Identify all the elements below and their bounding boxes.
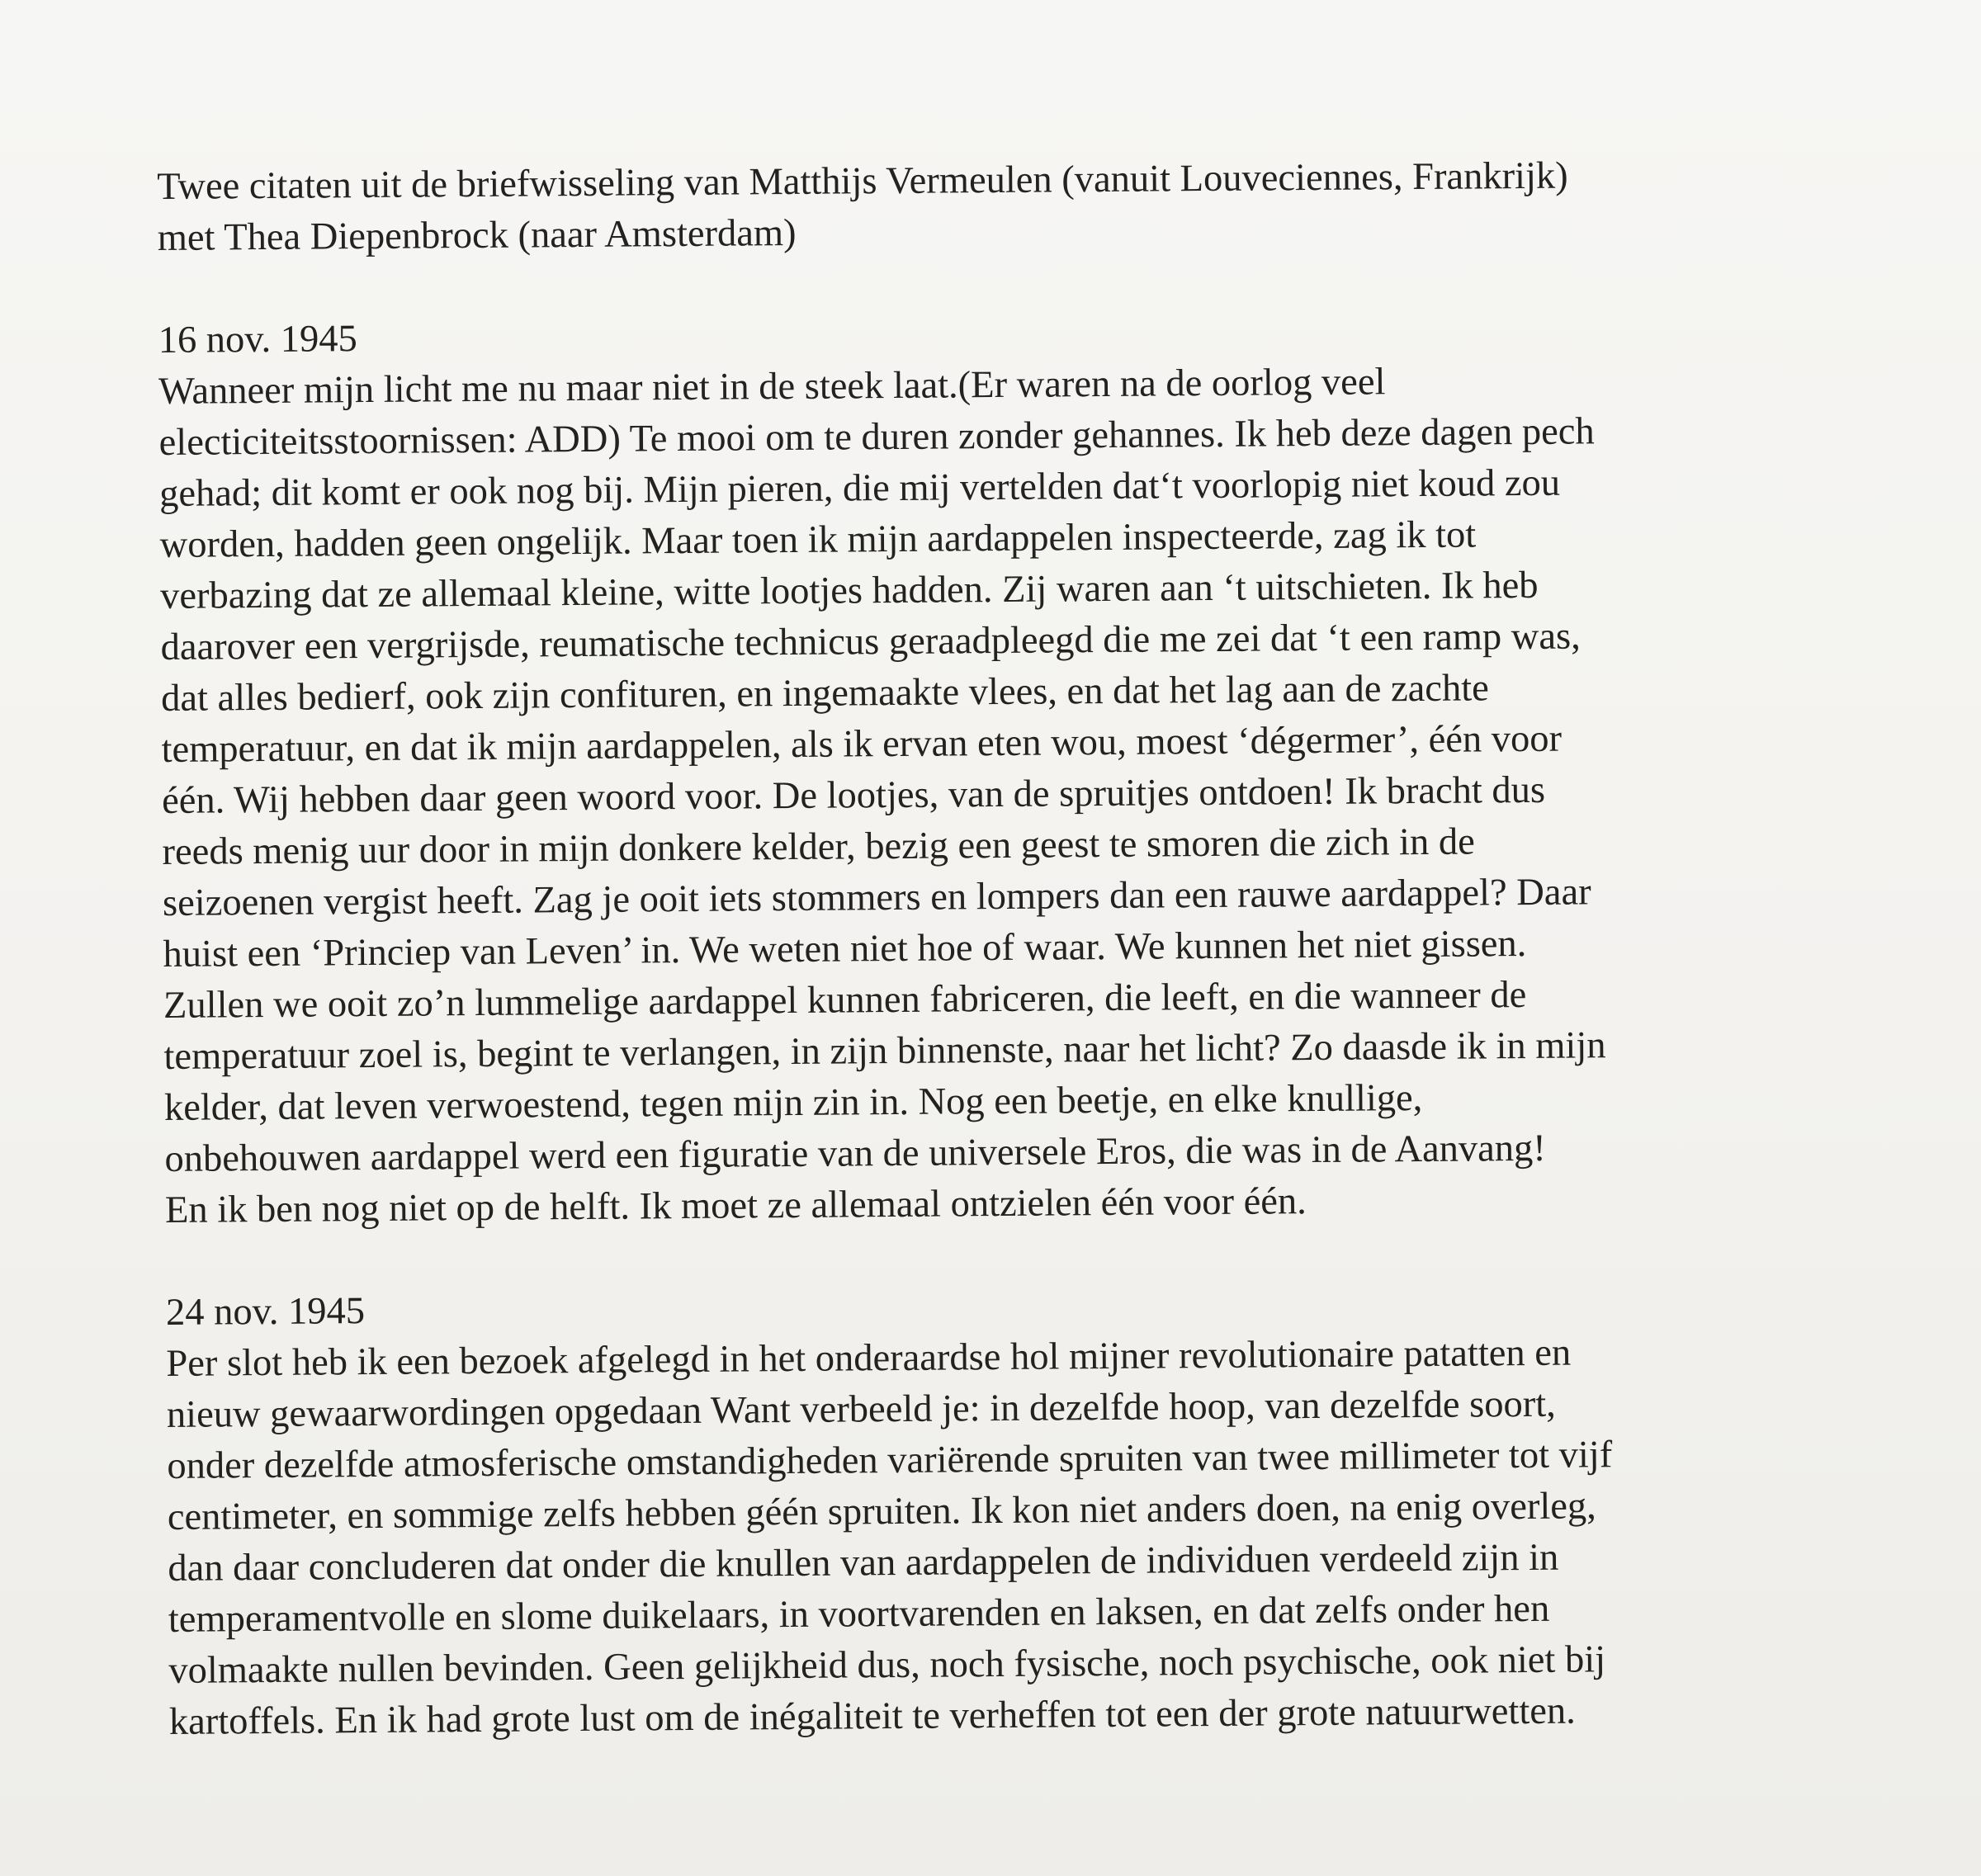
entry-line: temperamentvolle en slome duikelaars, in voortvarenden en laksen, en dat zelfs onder hen — [168, 1587, 1550, 1641]
letter-entry-1 — [158, 302, 1865, 1236]
entry-date: 16 nov. 1945 — [158, 318, 358, 361]
entry-line: reeds menig uur door in mijn donkere kelder, bezig een geest te smoren die zich in de — [162, 820, 1475, 873]
entry-line: Zullen we ooit zo’n lummelige aardappel kunnen fabriceren, die leeft, en die wanneer de — [163, 973, 1527, 1027]
entry-line: verbazing dat ze allemaal kleine, witte lootjes hadden. Zij waren aan ‘t uitschieten. Ik heb — [159, 564, 1539, 617]
entry-line: electiciteitsstoornissen: ADD) Te mooi om te duren zonder gehannes. Ik heb deze dagen pech — [158, 410, 1595, 464]
entry-line: seizoenen vergist heeft. Zag je ooit iets stommers en lompers dan een rauwe aardappel? Daar — [162, 871, 1591, 924]
entry-line: daarover een vergrijsde, reumatische technicus geraadpleegd die me zei dat ‘t een ramp was, — [160, 615, 1581, 669]
entry-line: dan daar concluderen dat onder die knullen van aardappelen de individuen verdeeld zijn in — [168, 1536, 1559, 1590]
entry-line: onder dezelfde atmosferische omstandigheden variërende spruiten van twee millimeter tot vijf — [167, 1434, 1613, 1487]
entry-line: centimeter, en sommige zelfs hebben géén spruiten. Ik kon niet anders doen, na enig overleg, — [167, 1485, 1597, 1538]
entry-line: kartoffels. En ik had grote lust om de inégaliteit te verheffen tot een der grote natuurwetten. — [168, 1689, 1576, 1743]
entry-line: nieuw gewaarwordingen opgedaan Want verbeeld je: in dezelfde hoop, van dezelfde soort, — [166, 1382, 1557, 1436]
letter-entry-2 — [166, 1274, 1870, 1748]
letter-document — [157, 149, 1870, 1748]
entry-line: Wanneer mijn licht me nu maar niet in de steek laat.(Er waren na de oorlog veel — [158, 361, 1386, 413]
entry-line: huist een ‘Princiep van Leven’ in. We weten niet hoe of waar. We kunnen het niet gissen. — [163, 922, 1527, 976]
entry-line: temperatuur zoel is, begint te verlangen, in zijn binnenste, naar het licht? Zo daasde ik in mijn — [163, 1024, 1606, 1078]
entry-line: gehad; dit komt er ook nog bij. Mijn pieren, die mij vertelden dat‘t voorlopig niet koud zou — [158, 461, 1561, 515]
entry-line: kelder, dat leven verwoestend, tegen mijn zin in. Nog een beetje, en elke knullige, — [163, 1076, 1423, 1129]
entry-date: 24 nov. 1945 — [165, 1290, 366, 1334]
entry-line: Per slot heb ik een bezoek afgelegd in het onderaardse hol mijner revolutionaire patatten en — [166, 1331, 1572, 1385]
entry-line: temperatuur, en dat ik mijn aardappelen, als ik ervan eten wou, moest ‘dégermer’, één voor — [161, 717, 1563, 771]
heading-line: Twee citaten uit de briefwisseling van Matthijs Vermeulen (vanuit Louveciennes, Frankrijk) — [157, 154, 1568, 208]
heading-line: met Thea Diepenbrock (naar Amsterdam) — [157, 211, 797, 259]
entry-line: één. Wij hebben daar geen woord voor. De lootjes, van de spruitjes ontdoen! Ik bracht dus — [161, 768, 1546, 822]
entry-line: volmaakte nullen bevinden. Geen gelijkheid dus, noch fysische, noch psychische, ook niet bij — [168, 1638, 1606, 1692]
entry-line: dat alles bedierf, ook zijn confituren, en ingemaakte vlees, en dat het lag aan de zachte — [160, 667, 1489, 720]
entry-line: En ik ben nog niet op de helft. Ik moet ze allemaal ontzielen één voor één. — [164, 1180, 1307, 1231]
document-heading — [157, 149, 1858, 264]
entry-line: onbehouwen aardappel werd een figuratie van de universele Eros, die was in de Aanvang! — [164, 1127, 1547, 1180]
entry-line: worden, hadden geen ongelijk. Maar toen ik mijn aardappelen inspecteerde, zag ik tot — [159, 513, 1477, 566]
